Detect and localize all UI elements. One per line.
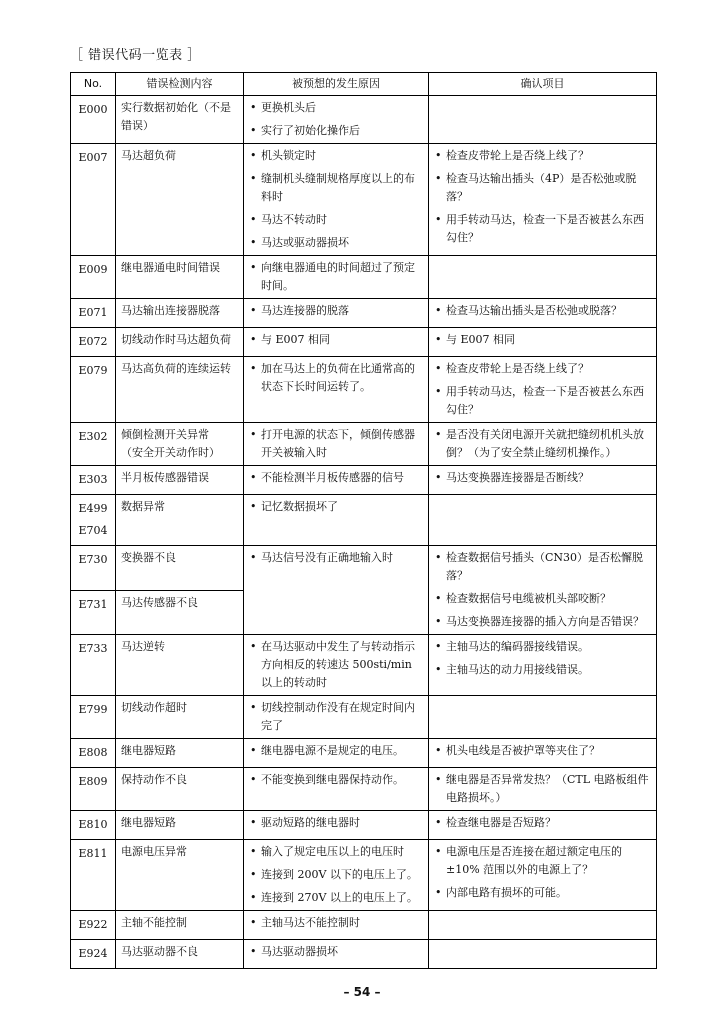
check-cell	[429, 423, 657, 466]
error-content-cell	[116, 635, 244, 696]
list-item: • 更换机头后	[249, 99, 423, 117]
error-code: E811	[78, 847, 108, 860]
error-code-cell	[71, 840, 116, 911]
list-item: • 检查数据信号电缆被机头部咬断？	[434, 590, 651, 608]
error-content-cell	[116, 299, 244, 328]
error-content-line: 切线动作超时	[121, 701, 187, 714]
list-item: • 输入了规定电压以上的电压时	[249, 843, 423, 861]
check-cell-list	[434, 469, 651, 487]
header-cause: 被预想的发生原因	[244, 73, 429, 96]
table-row	[71, 739, 657, 768]
cause-cell-list	[249, 843, 423, 907]
table-row	[71, 144, 657, 256]
list-item: • 检查马达输出插头是否松弛或脱落？	[434, 302, 651, 320]
error-code: E704	[78, 524, 108, 537]
cause-cell	[244, 911, 429, 940]
error-content-line: 电源电压异常	[121, 845, 187, 858]
table-row	[71, 546, 657, 591]
table-row	[71, 299, 657, 328]
error-code-cell	[71, 546, 116, 591]
list-item: • 不能检测半月板传感器的信号	[249, 469, 423, 487]
error-code-cell	[71, 466, 116, 495]
list-item: • 检查皮带轮上是否绕上线了？	[434, 360, 651, 378]
error-code: E733	[78, 642, 108, 655]
error-code: E731	[78, 597, 108, 611]
cause-cell	[244, 96, 429, 144]
table-row	[71, 811, 657, 840]
list-item: • 检查继电器是否短路？	[434, 814, 651, 832]
error-code-cell	[71, 768, 116, 811]
cause-cell	[244, 546, 429, 635]
error-code-cell	[71, 635, 116, 696]
check-cell	[429, 739, 657, 768]
error-code: E072	[78, 335, 108, 348]
error-code-cell	[71, 940, 116, 969]
table-row	[71, 256, 657, 299]
check-cell-list	[434, 426, 651, 462]
page-title: ［ 错误代码一览表 ］	[70, 48, 201, 63]
error-code-cell	[71, 739, 116, 768]
error-code-cell	[71, 299, 116, 328]
list-item: • 用手转动马达，检查一下是否被甚么东西勾住？	[434, 383, 651, 419]
cause-cell	[244, 739, 429, 768]
cause-cell	[244, 840, 429, 911]
error-content-line: 马达高负荷的连续运转	[121, 362, 231, 375]
check-cell-list	[434, 331, 651, 349]
error-code: E303	[78, 473, 108, 486]
error-content-line: 继电器短路	[121, 744, 176, 757]
error-content-cell	[116, 256, 244, 299]
error-content-cell	[116, 144, 244, 256]
check-cell	[429, 546, 657, 635]
cause-cell	[244, 495, 429, 546]
list-item: • 连接到 200V 以下的电压上了。	[249, 866, 423, 884]
header-check: 确认项目	[429, 73, 657, 96]
header-no: No.	[71, 73, 116, 96]
check-cell	[429, 840, 657, 911]
list-item: • 检查皮带轮上是否绕上线了？	[434, 147, 651, 165]
check-cell-list	[434, 147, 651, 247]
list-item: • 与 E007 相同	[434, 331, 651, 349]
cause-cell-list	[249, 426, 423, 462]
error-content-line: 马达传感器不良	[121, 595, 198, 609]
list-item: • 继电器电源不是规定的电压。	[249, 742, 423, 760]
cause-cell	[244, 256, 429, 299]
table-body	[71, 96, 657, 969]
cause-cell-list	[249, 699, 423, 735]
table-row	[71, 357, 657, 423]
error-code-cell	[71, 144, 116, 256]
table-row	[71, 940, 657, 969]
error-code: E079	[78, 364, 108, 377]
error-content-line: 变换器不良	[121, 551, 176, 564]
error-code-table	[70, 72, 657, 969]
check-cell-list	[434, 549, 651, 631]
error-code: E799	[78, 703, 108, 716]
check-cell	[429, 911, 657, 940]
check-cell	[429, 495, 657, 546]
list-item: • 机头锁定时	[249, 147, 423, 165]
check-cell	[429, 328, 657, 357]
list-item: • 用手转动马达，检查一下是否被甚么东西勾住？	[434, 211, 651, 247]
cause-cell-list	[249, 99, 423, 140]
error-code-cell	[71, 256, 116, 299]
list-item: • 检查马达输出插头（4P）是否松弛或脱落？	[434, 170, 651, 206]
error-content-line: 主轴不能控制	[121, 916, 187, 929]
cause-cell	[244, 768, 429, 811]
error-content-cell	[116, 811, 244, 840]
error-content-cell	[116, 423, 244, 466]
check-cell	[429, 96, 657, 144]
list-item: • 马达驱动器损坏	[249, 943, 423, 961]
error-code: E071	[78, 306, 108, 319]
list-item: • 内部电路有损坏的可能。	[434, 884, 651, 902]
cause-cell-list	[249, 814, 423, 832]
error-content-cell	[116, 495, 244, 546]
error-content-line: 实行数据初始化（不是错误）	[121, 101, 231, 132]
table-row	[71, 328, 657, 357]
cause-cell-list	[249, 742, 423, 760]
list-item: • 马达变换器连接器是否断线？	[434, 469, 651, 487]
error-content-line: 半月板传感器错误	[121, 471, 209, 484]
table-row	[71, 423, 657, 466]
cause-cell	[244, 940, 429, 969]
list-item: • 马达连接器的脱落	[249, 302, 423, 320]
cause-cell	[244, 466, 429, 495]
error-content-cell	[116, 696, 244, 739]
error-content-line: 数据异常	[121, 500, 165, 513]
list-item: • 主轴马达不能控制时	[249, 914, 423, 932]
check-cell	[429, 940, 657, 969]
list-item: • 在马达驱动中发生了与转动指示方向相反的转速达 500sti/min 以上的转动时	[249, 638, 423, 692]
cause-cell-list	[249, 549, 423, 567]
check-cell	[429, 256, 657, 299]
list-item: • 是否没有关闭电源开关就把缝纫机机头放倒？（为了安全禁止缝纫机操作。）	[434, 426, 651, 462]
cause-cell-list	[249, 498, 423, 516]
list-item: • 与 E007 相同	[249, 331, 423, 349]
error-code: E810	[78, 818, 108, 831]
error-code-cell	[71, 96, 116, 144]
check-cell	[429, 299, 657, 328]
list-item: • 记忆数据损坏了	[249, 498, 423, 516]
error-content-cell	[116, 840, 244, 911]
check-cell-list	[434, 302, 651, 320]
table-row	[71, 466, 657, 495]
error-content-line: 马达逆转	[121, 640, 165, 653]
table-row	[71, 495, 657, 546]
check-cell-list	[434, 814, 651, 832]
table-row	[71, 696, 657, 739]
table-row	[71, 635, 657, 696]
cause-cell	[244, 423, 429, 466]
cause-cell	[244, 811, 429, 840]
error-content-line: 继电器通电时间错误	[121, 261, 220, 274]
cause-cell-list	[249, 914, 423, 932]
error-content-line: 保持动作不良	[121, 773, 187, 786]
check-cell	[429, 357, 657, 423]
list-item: • 不能变换到继电器保持动作。	[249, 771, 423, 789]
error-content-cell	[116, 911, 244, 940]
cause-cell-list	[249, 943, 423, 961]
check-cell	[429, 635, 657, 696]
error-content-line: 马达超负荷	[121, 149, 176, 162]
error-code-cell	[71, 357, 116, 423]
table-row	[71, 96, 657, 144]
list-item: • 连接到 270V 以上的电压上了。	[249, 889, 423, 907]
check-cell-list	[434, 742, 651, 760]
list-item: • 切线控制动作没有在规定时间内完了	[249, 699, 423, 735]
table-header-row	[71, 73, 657, 96]
error-code-cell	[71, 495, 116, 546]
header-content: 错误检测内容	[116, 73, 244, 96]
error-content-cell	[116, 328, 244, 357]
error-code-cell	[71, 811, 116, 840]
error-content-line: 马达输出连接器脱落	[121, 304, 220, 317]
check-cell	[429, 144, 657, 256]
error-code: E499	[78, 502, 108, 515]
cause-cell-list	[249, 331, 423, 349]
list-item: • 驱动短路的继电器时	[249, 814, 423, 832]
error-code: E924	[78, 947, 108, 960]
error-content-line: 切线动作时马达超负荷	[121, 333, 231, 346]
cause-cell	[244, 328, 429, 357]
check-cell	[429, 768, 657, 811]
cause-cell	[244, 357, 429, 423]
list-item: • 检查数据信号插头（CN30）是否松懈脱落？	[434, 549, 651, 585]
error-content-cell	[116, 739, 244, 768]
check-cell	[429, 696, 657, 739]
list-item: • 马达不转动时	[249, 211, 423, 229]
error-content-cell	[116, 466, 244, 495]
error-code: E922	[78, 918, 108, 931]
cause-cell	[244, 299, 429, 328]
cause-cell-list	[249, 302, 423, 320]
cause-cell-list	[249, 360, 423, 396]
check-cell-list	[434, 638, 651, 679]
error-content-cell	[116, 96, 244, 144]
error-code: E000	[78, 103, 108, 116]
cause-cell-list	[249, 469, 423, 487]
list-item: • 加在马达上的负荷在比通常高的状态下长时间运转了。	[249, 360, 423, 396]
error-content-cell	[116, 590, 244, 635]
list-item: • 主轴马达的编码器接线错误。	[434, 638, 651, 656]
cause-cell	[244, 144, 429, 256]
cause-cell-list	[249, 638, 423, 692]
error-content-cell	[116, 768, 244, 811]
error-code-cell	[71, 590, 116, 635]
check-cell-list	[434, 843, 651, 902]
list-item: • 打开电源的状态下，倾倒传感器开关被输入时	[249, 426, 423, 462]
list-item: • 实行了初始化操作后	[249, 122, 423, 140]
error-content-line: 倾倒检测开关异常	[121, 428, 209, 441]
check-cell	[429, 811, 657, 840]
error-content-line: （安全开关动作时）	[121, 446, 220, 459]
list-item: • 马达信号没有正确地输入时	[249, 549, 423, 567]
error-code-cell	[71, 328, 116, 357]
table-row	[71, 840, 657, 911]
cause-cell-list	[249, 771, 423, 789]
error-code: E007	[78, 151, 108, 164]
cause-cell	[244, 635, 429, 696]
error-content-cell	[116, 546, 244, 591]
check-cell	[429, 466, 657, 495]
cause-cell	[244, 696, 429, 739]
error-code: E808	[78, 746, 108, 759]
table-row	[71, 911, 657, 940]
cause-cell-list	[249, 259, 423, 295]
error-code: E809	[78, 775, 108, 788]
table-row	[71, 768, 657, 811]
cause-cell-list	[249, 147, 423, 252]
error-code: E302	[78, 430, 108, 443]
error-content-cell	[116, 940, 244, 969]
error-content-line: 马达驱动器不良	[121, 945, 198, 958]
list-item: • 继电器是否异常发热？（CTL 电路板组件电路损坏。）	[434, 771, 651, 807]
error-code-cell	[71, 423, 116, 466]
list-item: • 机头电线是否被护罩等夹住了？	[434, 742, 651, 760]
list-item: • 马达变换器连接器的插入方向是否错误？	[434, 613, 651, 631]
list-item: • 缝制机头缝制规格厚度以上的布料时	[249, 170, 423, 206]
check-cell-list	[434, 360, 651, 419]
list-item: • 向继电器通电的时间超过了预定时间。	[249, 259, 423, 295]
error-code-cell	[71, 696, 116, 739]
error-code-cell	[71, 911, 116, 940]
list-item: • 主轴马达的动力用接线错误。	[434, 661, 651, 679]
error-code: E009	[78, 263, 108, 276]
page-number: – 54 –	[343, 985, 381, 999]
check-cell-list	[434, 771, 651, 807]
error-content-cell	[116, 357, 244, 423]
error-content-line: 继电器短路	[121, 816, 176, 829]
error-code: E730	[78, 553, 108, 566]
list-item: • 马达或驱动器损坏	[249, 234, 423, 252]
list-item: • 电源电压是否连接在超过额定电压的 ±10% 范围以外的电源上了？	[434, 843, 651, 879]
